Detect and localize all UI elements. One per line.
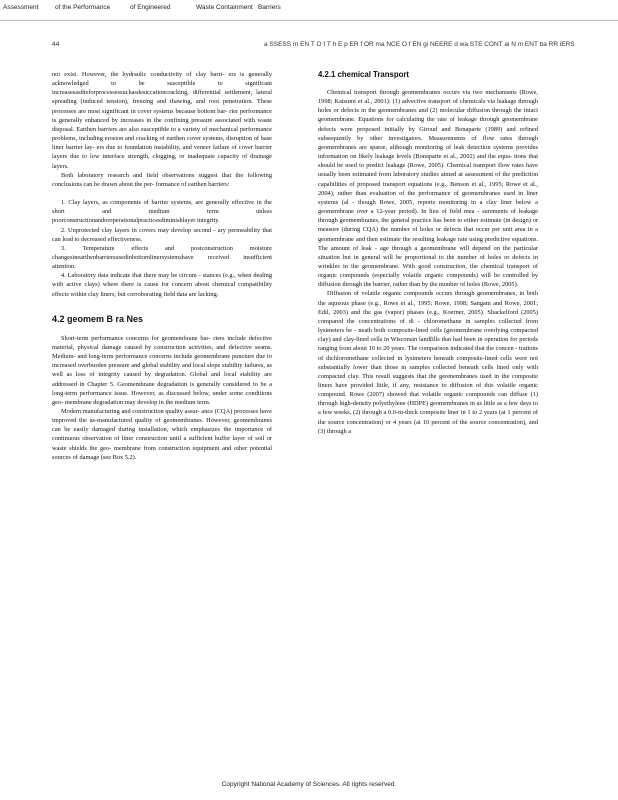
right-column [318,70,538,436]
body-paragraph: not exist. However, the hydraulic conductivity of clay barri- ers is generally acknowledged to be susceptible to significant increasesastheforprocessessuchasdesiccationcracking, differential settlement, lateral spreading (induced tension), freezing and thawing, and root penetration. These processes are most significant in cover systems because bottom bar- rier performance is generally enhanced by increases in the confining pressure associated with waste disposal. Earthen barriers are also susceptible to a variety of mechanical performance problems, including erosion and cracking of earthen cover systems, disruption of base liner barrier lay- ers due to foundation instability, and veneer failure of cover barrier layers due to low interface strength, clogging, or inadequate capacity of drainage layers. [52,71,272,170]
section-heading: 4.2 geomem B ra Nes [52,313,144,324]
copyright-footer: Copyright National Academy of Sciences. All rights reserved. [221,781,397,788]
list-item: 3. Temperature effects and postconstruction moisture changesinearthenbarriersusedinbottomlinersystemshave received insufficient attention. [52,244,272,271]
list-item: 1. Clay layers, as components of barrier systems, are generally effective in the short and medium term unless poorconstructionandoroperationalpracticesdiminishlayer integrity. [52,199,272,225]
conclusions-list [52,198,272,299]
header-series-word: of the Performance [55,4,111,11]
body-paragraph: Short-term performance concerns for geomembrane bar- riers include defective material, physical damage caused by construction activities, and defective seams. Medium- and long-term performance concerns include geomembrane puncture due to increased overburden pressure and global stability and local slope stability failures, as well as loss of integrity caused by degradation. Global and local stability are addressed in Chapter 5. Geomembrane degradation is generally considered to be a long-term performance issue. However, as discussed below, under some conditions geo- membrane degradation may develop in the medium term. [52,334,272,406]
header-series-word: of Engineered [130,4,171,11]
body-paragraph: Modern manufacturing and construction quality assur- ance (CQA) processes have improved the as-manufactured quality of geomembranes. However, geomembranes can be easily damaged during installation, which emphasizes the importance of continuous observation of liner construction until a sufficient buffer layer of soil or waste shields the geo- membrane from construction equipment and other potential sources of damage (see Box 5.2). [52,408,272,461]
header-series-word: Waste Containment [196,4,253,11]
list-item: 2. Unprotected clay layers in covers may develop second - ary permeability that can lead to decreased effectiveness. [52,226,272,243]
body-paragraph: Both laboratory research and field observations suggest that the following conclusions can be drawn about the per- formance of earthen barriers: [52,171,272,188]
header-series-word: Barriers [258,4,281,11]
running-title: a SSESS m EN T O f T h E p ER f OR ma NCE O f EN gi NEERE d wa STE CONT ai N m ENT ba RR iERS [264,41,575,48]
list-item: 4. Laboratory data indicate that there may be circum - stances (e.g., when dealing with active clays) where there is cause for concern about chemical compatibility effects within clay liners, but corroborating field data are lacking. [52,272,272,298]
left-column [52,70,272,462]
document-header-bar [0,0,618,21]
header-series-word: Assessment [3,4,39,11]
subsection-heading: 4.2.1 chemical Transport [318,70,410,79]
body-paragraph: Diffusion of volatile organic compounds occurs through geomembranes, in both the aqueous phase (e.g., Rowe et al., 1995; Rowe, 1998; Sangam and Rowe, 2001; Edil, 2003) and the gas (vapor) phases (e.g., Koerner, 2005). Shackelford (2005) compared the concentrations of di - chloromethane in samples collected from lysimeters be - neath both composite-lined cells (geomembrane overlying compacted clay) and clay-lined cells in Wisconsin landfills that had been in operation for periods ranging from about 10 to 20 years. The comparison indicated that the concen - trations of dichloromethane collected in lysimeters beneath composite-lined cells were not substantially lower than those in samples collected beneath cells lined only with compacted clay. This result suggests that the geomembranes used in the composite liners have provided little, if any, resistance to diffusion of this volatile organic compound. Rowe (2007) showed that volatile organic compounds can diffuse (1) through high-density polyethylene (HDPE) geomembranes in as little as a few days to a few weeks, (2) through a 0.6-m-thick composite liner in 1 to 2 years (at 1 percent of the source concentration) or 4 years (at 10 percent of the source concentration), and (3) through a [318,290,538,435]
body-paragraph: Chemical transport through geomembranes occurs via two mechanisms (Rowe, 1998; Katsumi et al., 2001): (1) advective transport of chemicals via leakage through holes or defects in the geomembranes and (2) molecular diffusion through the intact geomembrane. Equations for calculating the rate of leakage through geomembrane defects were proposed initially by Giroud and Bonaparte (1989) and refined subsequently by other investigators. Measurements of flow rates through geomembranes are sparse, although monitoring of leak detection systems provides information on likely leakage levels (Bonaparte et al., 2002) and the equa- tions that should be used to predict leakage (Rowe, 2005). Chemical transport flow rates have usually been estimated from laboratory studies aimed at assessment of the prediction capabilities of proposed transport equations (e.g., Benson et al., 1995; Rowe et al., 2004), rather than evaluation of the performance of geomembranes used in liner systems (al - though Rowe, 2005, reports monitoring in a clay liner below a geomembrane over a 12-year period). In lieu of field mea - surements of leakage through geomembranes, the general practice has been to either estimate (in design) or measure (during CQA) the number of holes or defects that occur per unit area in a geomembrane and then estimate the resulting leakage rate using predictive equations. The amount of leak - age through a geomembrane will depend on the particular situation but in general will be proportional to the number of holes or defects in wrinkles in the geomembrane. With good construction, the chemical transport of organic compounds (especially volatile organic compounds) will be controlled by diffusion through the barrier, rather than by the number of holes (Rowe, 2005). [318,89,538,289]
page-number: 44 [52,41,60,48]
